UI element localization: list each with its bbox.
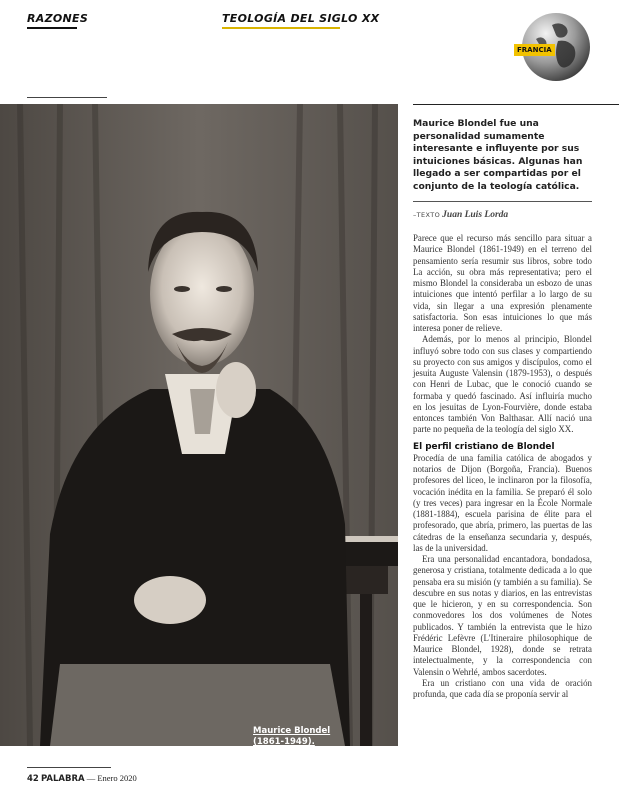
subheading: El perfil cristiano de Blondel [413,441,555,452]
paragraph-1: Parece que el recurso más sencillo para situar a Maurice Blondel (1861-1949) en el terreno del pensamiento sería resumir sus libros, sobre todo La acción, su obra más representativa; pero el mismo Blondel la consideraba un esbozo de unas intuiciones que intentó perfilar a lo largo de su vida, sin llegar a una expresión plenamente satisfactoria. Son esas intuiciones lo que más interesa poner de relieve. [413,233,592,333]
caption-dates: (1861-1949). [253,737,315,747]
column-mid-rule [413,201,592,202]
article-body [413,233,592,700]
lead-paragraph: Maurice Blondel fue una personalidad sumamente interesante e influyente por sus intuiciones básicas. Algunas han llegado a ser compartidas por el conjunto de la teología católica. [413,118,583,192]
caption-name: Maurice Blondel [253,726,331,736]
issue-date: — Enero 2020 [86,773,137,783]
author-name: Juan Luis Lorda [442,210,509,220]
paragraph-5: Era un cristiano con una vida de oración profunda, que cada día se proponía servir al [413,677,592,699]
column-top-rule [413,104,619,105]
paragraph-3: Procedía de una familia católica de abogados y notarios de Dijon (Borgoña, Francia). Buenos profesores del liceo, le inclinaron por la filosofía, vocación inédita en la familia. Se preparó él solo (y tres veces) para ingresar en la École Normale (1881-1884), escuela parisina de élite para el profesorado, que abría, primero, las puertas de las cátedras de la enseñanza secundaria y, después, las de la universidad. [413,452,592,553]
magazine-name: PALABRA [40,774,85,784]
top-divider [27,97,107,98]
section-rule [27,27,77,29]
page-number: 42 [27,774,39,784]
portrait-photo [0,104,398,746]
series-underline [222,27,340,29]
photo-caption [253,726,330,748]
series-label: TEOLOGÍA DEL SIGLO XX [222,12,380,25]
footer [27,773,137,784]
paragraph-4: Era una personalidad encantadora, bondadosa, generosa y cristiana, totalmente dedicada a lo que pensaba era su misión (y también a su familia). Se descubre en sus notas y diarios, en las entrevistas que le hicieron, y en su correspondencia. Son conmovedores los dos volúmenes de Notes publicados. Y también la entrevista que le hizo Frédéric Lefèvre (L'Itineraire philosophique de Maurice Blondel, 1928), donde se retrata intelectualmente, y la correspondencia con Valensin o Wehrlé, ambos sacerdotes. [413,554,592,677]
footer-rule [27,767,111,768]
paragraph-2: Además, por lo menos al principio, Blondel influyó sobre todo con sus clases y compartiendo su proyecto con sus amigos y discípulos, como el jesuita Auguste Valensin (1879-1953), o después con Henri de Lubac, que le conoció cuando se formaba y quedó fascinado. Así influiría mucho en los jesuitas de Lyon-Fourvière, donde estaba entonces también Von Balthasar. Allí nació una parte no pequeña de la teología del siglo XX. [413,334,592,435]
country-tag: FRANCIA [514,44,555,56]
section-label: RAZONES [27,12,89,25]
credit-prefix: –TEXTO [413,211,441,219]
author-credit [413,210,592,220]
